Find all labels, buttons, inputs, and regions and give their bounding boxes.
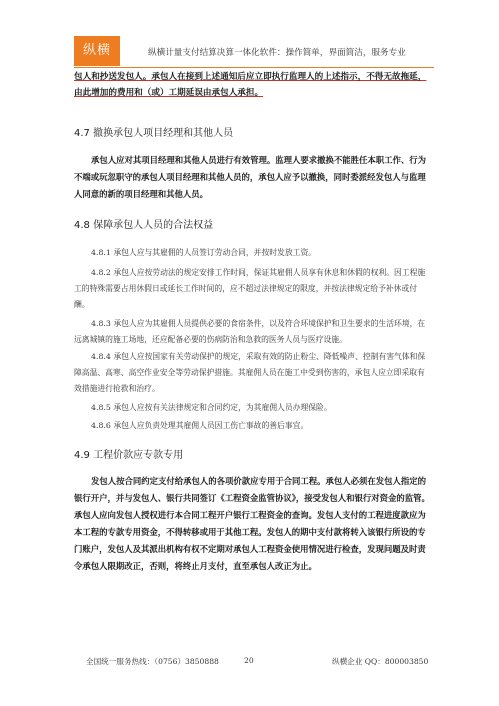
section-4-8-heading: 4.8 保障承包人人员的合法权益: [74, 220, 214, 231]
footer-qq: 纵横企业 QQ：800003850: [332, 657, 429, 666]
item-4-8-6: [74, 418, 430, 434]
item-4-8-1: [74, 245, 430, 261]
item-4-8-1-text: 4.8.1 承包人应与其雇佣的人员签订劳动合同，并按时发放工资。: [91, 248, 317, 257]
item-4-8-5: [74, 400, 430, 416]
item-4-8-2: [74, 265, 430, 313]
item-4-8-3: [74, 316, 430, 348]
item-4-8-2-text: 4.8.2 承包人应按劳动法的规定安排工作时间，保证其雇佣人员享有休息和休假的权利。因工程施工的特殊需要占用休假日或延长工作时间的，应不超过法律规定的限度，并按法律规定给予补休或付酬。: [74, 268, 426, 309]
intro-text-2: 延，由此增加的费用和（或）工期延误由承包人承担。: [74, 72, 427, 98]
item-4-8-4: [74, 349, 430, 397]
intro-text-1: 包人和抄送发包人。承包人在接到上述通知后应立即执行监理人的上述指示，不得无故拖: [74, 72, 410, 82]
zongheng-logo: 纵横: [74, 36, 120, 66]
footer-hotline: 全国统一服务热线：（0756）3850888: [86, 657, 219, 666]
header-tagline: 纵横计量支付结算决算一体化软件：操作简单，界面简洁，服务专业: [148, 48, 406, 58]
item-4-8-3-text: 4.8.3 承包人应为其雇佣人员提供必要的食宿条件，以及符合环境保护和卫生要求的生活环境，在远离城镇的施工场地，还应配备必要的伤病防治和急救的医务人员与医疗设施。: [74, 319, 426, 344]
section-4-9-heading: 4.9 工程价款应专款专用: [74, 450, 184, 461]
item-4-8-4-text: 4.8.4 承包人应按国家有关劳动保护的规定，采取有效的防止粉尘、降低噪声、控制有害气体和保障高温、高寒、高空作业安全等劳动保护措施。其雇佣人员在施工中受到伤害的，承包人应立即采取有效措施进行抢救和治疗。: [74, 352, 426, 393]
intro-paragraph: [74, 69, 432, 101]
footer-page-number: 20: [244, 656, 254, 665]
header-divider: [74, 67, 434, 68]
section-4-7-heading: 4.7 撤换承包人项目经理和其他人员: [74, 128, 234, 139]
item-4-8-6-text: 4.8.6 承包人应负责处理其雇佣人员因工伤亡事故的善后事宜。: [91, 421, 309, 430]
section-4-7-body: 承包人应对其项目经理和其他人员进行有效管理。监理人要求撤换不能胜任本职工作、行为不端或玩忽职守的承包人项目经理和其他人员的，承包人应予以撤换，同时委派经发包人与监理人同意的新的项目经理和其他人员。: [74, 155, 426, 199]
section-4-9-body: 发包人按合同约定支付给承包人的各项价款应专用于合同工程。承包人必须在发包人指定的银行开户，并与发包人、银行共同签订《工程资金监管协议》，接受发包人和银行对资金的监管。承包人应向发包人授权进行本合同工程开户银行工程资金的查询。发包人支付的工程进度款应为本工程的专款专用资金，不得转移或用于其他工程。发包人的期中支付款将转入该银行所设的专门账户，发包人及其派出机构有权不定期对承包人工程资金使用情况进行检查，发现问题及时责令承包人限期改正，否则，将终止月支付，直至承包人改正为止。: [74, 476, 430, 571]
item-4-8-5-text: 4.8.5 承包人应按有关法律规定和合同约定，为其雇佣人员办理保险。: [91, 403, 332, 412]
